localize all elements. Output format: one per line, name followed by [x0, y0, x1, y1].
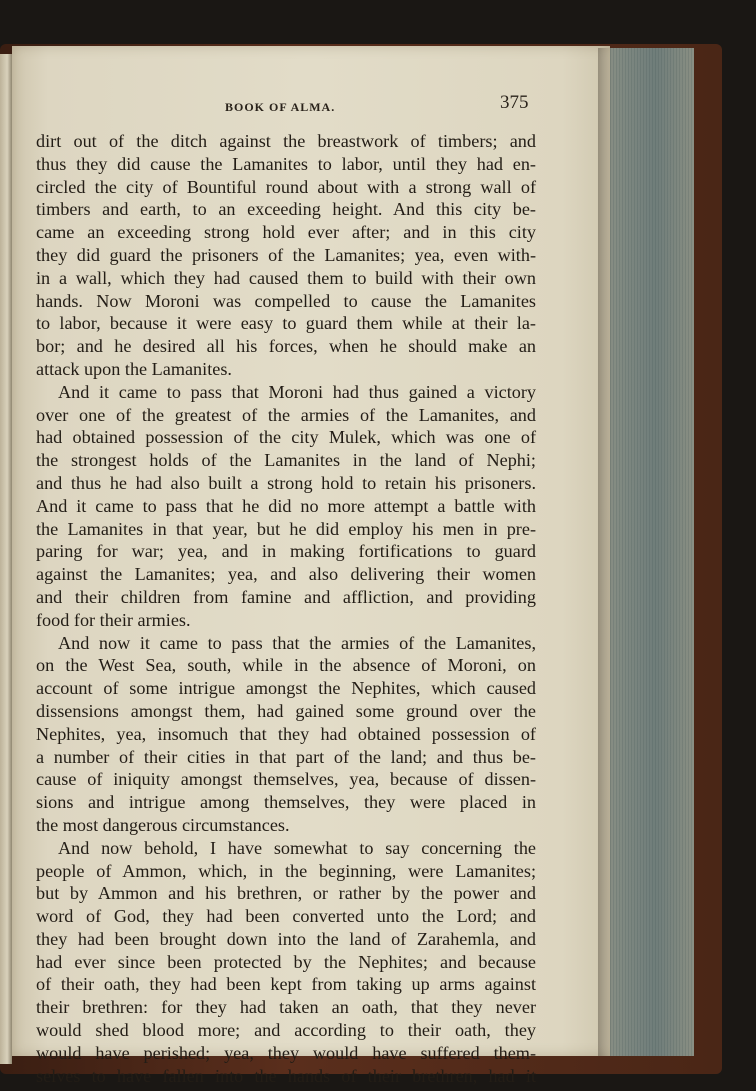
text-line: dissensions amongst them, had gained some ground over the: [36, 700, 536, 721]
text-line: against the Lamanites; yea, and also delivering their women: [36, 564, 536, 585]
text-line: they did guard the prisoners of the Lamanites; yea, even with-: [36, 244, 536, 265]
text-line: the most dangerous circumstances.: [36, 814, 290, 835]
text-line: And now behold, I have somewhat to say concerning the: [58, 837, 536, 858]
text-line: selves to have fallen into the hands of their brethren, had it: [36, 1065, 536, 1086]
text-line: Nephites, yea, insomuch that they had obtained possession of: [36, 723, 536, 744]
text-line: And now it came to pass that the armies of the Lamanites,: [58, 632, 536, 653]
text-line: would have perished; yea, they would have suffered them-: [36, 1042, 536, 1063]
text-line: timbers and earth, to an exceeding height. And this city be-: [36, 199, 536, 220]
text-line: had ever since been protected by the Nephites; and because: [36, 951, 536, 972]
text-line: came an exceeding strong hold ever after; and in this city: [36, 222, 536, 243]
text-line: but by Ammon and his brethren, or rather by the power and: [36, 883, 536, 904]
text-line: word of God, they had been converted unto the Lord; and: [36, 906, 536, 927]
text-line: And it came to pass that he did no more attempt a battle with: [36, 495, 536, 516]
text-line: cause of iniquity amongst themselves, yea, because of dissen-: [36, 769, 536, 790]
text-line: their brethren: for they had taken an oath, that they never: [36, 997, 536, 1018]
page-fore-edge: [598, 48, 694, 1056]
text-line: circled the city of Bountiful round about with a strong wall of: [36, 176, 536, 197]
text-line: over one of the greatest of the armies of the Lamanites, and: [36, 404, 536, 425]
page-number: 375: [500, 92, 529, 113]
facing-page-edge: [0, 54, 12, 1064]
text-line: sions and intrigue among themselves, they were placed in: [36, 792, 536, 813]
text-line: bor; and he desired all his forces, when he should make an: [36, 336, 536, 357]
text-line: attack upon the Lamanites.: [36, 358, 232, 379]
text-line: a number of their cities in that part of the land; and thus be-: [36, 746, 536, 767]
text-line: in a wall, which they had caused them to build with their own: [36, 267, 536, 288]
body-text: [36, 130, 536, 1087]
text-line: people of Ammon, which, in the beginning, were Lamanites;: [36, 860, 536, 881]
text-line: of their oath, they had been kept from taking up arms against: [36, 974, 536, 995]
text-line: the Lamanites in that year, but he did employ his men in pre-: [36, 518, 536, 539]
text-line: thus they did cause the Lamanites to labor, until they had en-: [36, 153, 536, 174]
text-line: hands. Now Moroni was compelled to cause the Lamanites: [36, 290, 536, 311]
text-line: and thus he had also built a strong hold to retain his prisoners.: [36, 472, 536, 493]
text-line: the strongest holds of the Lamanites in the land of Nephi;: [36, 450, 536, 471]
text-line: account of some intrigue amongst the Nephites, which caused: [36, 678, 536, 699]
text-line: dirt out of the ditch against the breastwork of timbers; and: [36, 131, 536, 151]
page-gutter-shadow: [598, 48, 612, 1056]
text-line: And it came to pass that Moroni had thus gained a victory: [58, 381, 536, 402]
text-line: and their children from famine and affliction, and providing: [36, 586, 536, 607]
running-head: BOOK OF ALMA.: [225, 100, 336, 114]
text-line: to labor, because it were easy to guard them while at their la-: [36, 313, 536, 334]
text-line: on the West Sea, south, while in the absence of Moroni, on: [36, 655, 536, 676]
text-line: had obtained possession of the city Mulek, which was one of: [36, 427, 536, 448]
text-line: paring for war; yea, and in making fortifications to guard: [36, 541, 536, 562]
text-line: would shed blood more; and according to their oath, they: [36, 1020, 536, 1041]
text-line: they had been brought down into the land of Zarahemla, and: [36, 928, 536, 949]
text-line: food for their armies.: [36, 609, 191, 630]
